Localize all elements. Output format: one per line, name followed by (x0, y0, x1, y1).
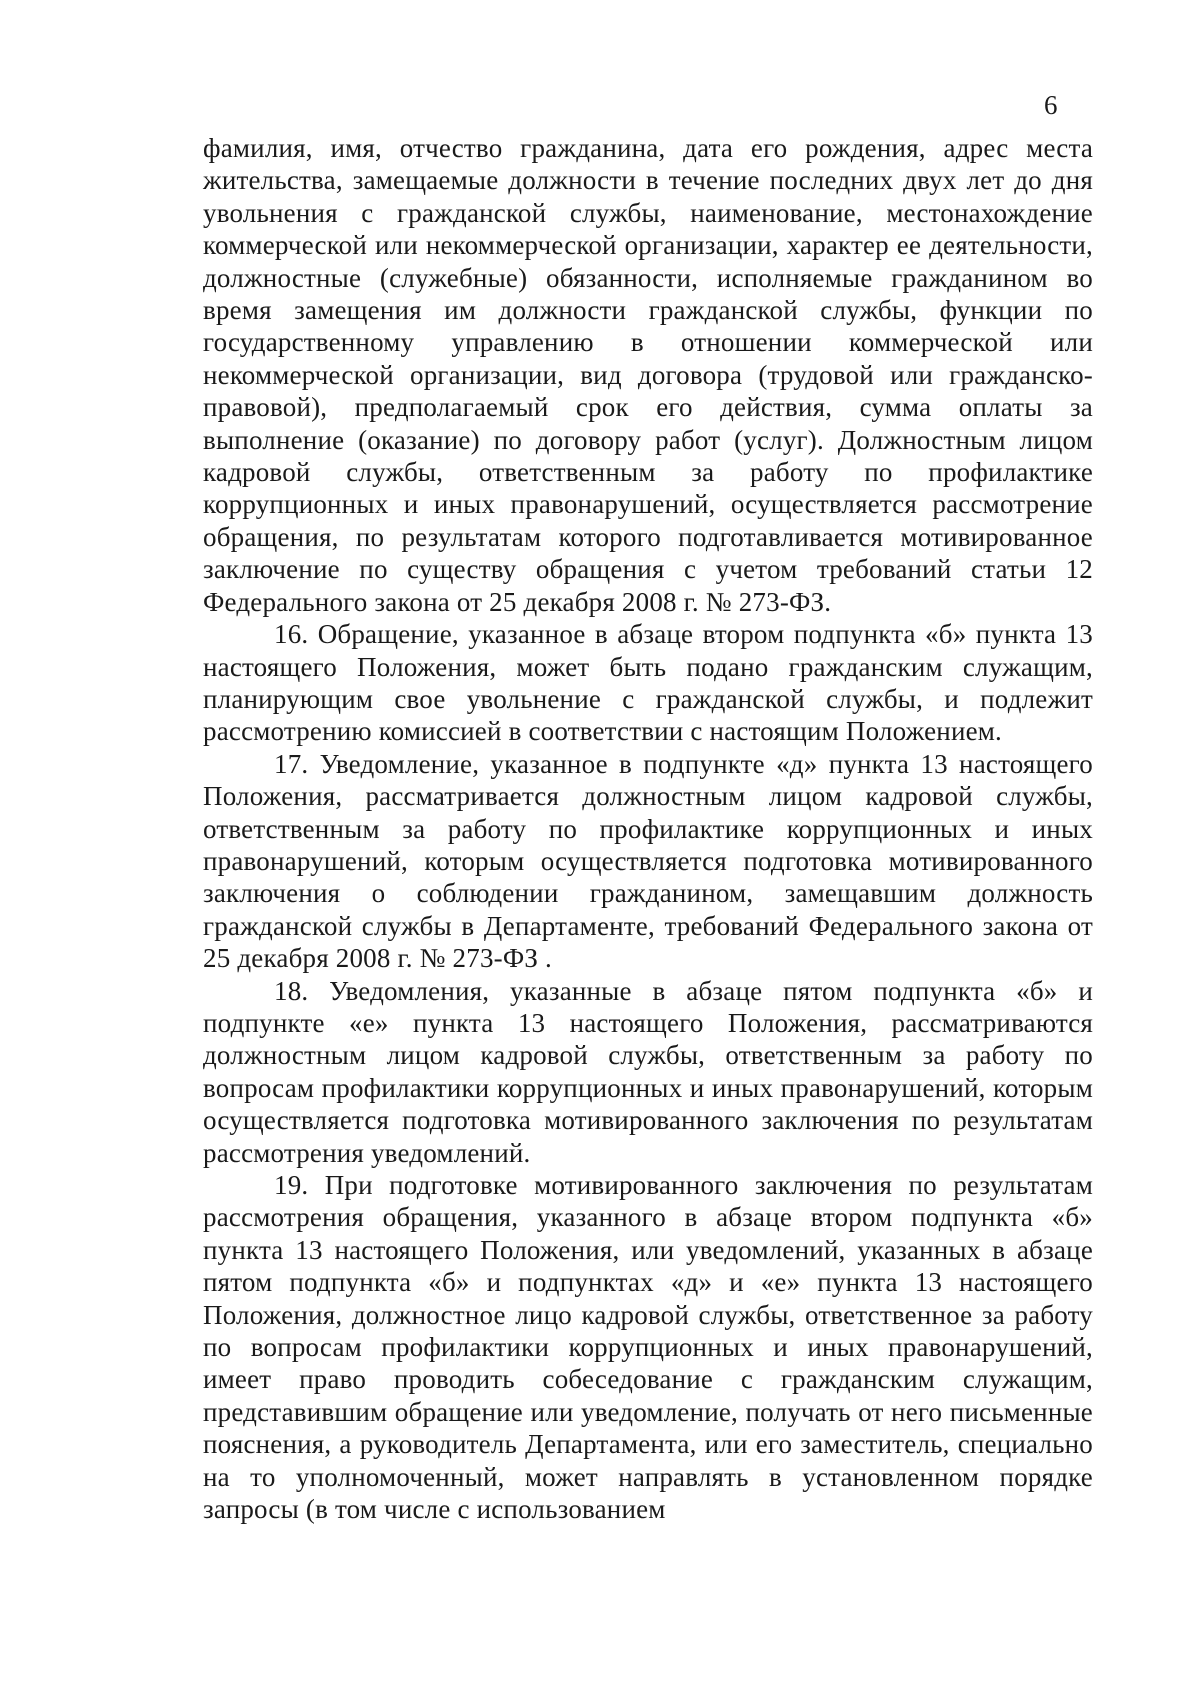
page-number: 6 (1044, 90, 1058, 120)
document-body (203, 132, 1093, 1525)
paragraph-19: 19. При подготовке мотивированного заключения по результатам рассмотрения обращения, указанного в абзаце втором подпункта «б» пункта 13 настоящего Положения, или уведомлений, указанных в абзаце пятом подпункта «б» и подпунктах «д» и «е» пункта 13 настоящего Положения, должностное лицо кадровой службы, ответственное за работу по вопросам профилактики коррупционных и иных правонарушений, имеет право проводить собеседование с гражданским служащим, представившим обращение или уведомление, получать от него письменные пояснения, а руководитель Департамента, или его заместитель, специально на то уполномоченный, может направлять в установленном порядке запросы (в том числе с использованием (203, 1170, 1093, 1525)
paragraph-16: 16. Обращение, указанное в абзаце втором подпункта «б» пункта 13 настоящего Положения, может быть подано гражданским служащим, планирующим свое увольнение с гражданской службы, и подлежит рассмотрению комиссией в соответствии с настоящим Положением. (203, 619, 1093, 747)
paragraph-18: 18. Уведомления, указанные в абзаце пятом подпункта «б» и подпункте «е» пункта 13 настоящего Положения, рассматриваются должностным лицом кадровой службы, ответственным за работу по вопросам профилактики коррупционных и иных правонарушений, которым осуществляется подготовка мотивированного заключения по результатам рассмотрения уведомлений. (203, 975, 1093, 1168)
paragraph-17: 17. Уведомление, указанное в подпункте «д» пункта 13 настоящего Положения, рассматривается должностным лицом кадровой службы, ответственным за работу по профилактике коррупционных и иных правонарушений, которым осуществляется подготовка мотивированного заключения о соблюдении гражданином, замещавшим должность гражданской службы в Департаменте, требований Федерального закона от 25 декабря 2008 г. № 273-ФЗ . (203, 748, 1093, 974)
paragraph-15-continuation: фамилия, имя, отчество гражданина, дата его рождения, адрес места жительства, замещаемые должности в течение последних двух лет до дня увольнения с гражданской службы, наименование, местонахождение коммерческой или некоммерческой организации, характер ее деятельности, должностные (служебные) обязанности, исполняемые гражданином во время замещения им должности гражданской службы, функции по государственному управлению в отношении коммерческой или некоммерческой организации, вид договора (трудовой или гражданско-правовой), предполагаемый срок его действия, сумма оплаты за выполнение (оказание) по договору работ (услуг). Должностным лицом кадровой службы, ответственным за работу по профилактике коррупционных и иных правонарушений, осуществляется рассмотрение обращения, по результатам которого подготавливается мотивированное заключение по существу обращения с учетом требований статьи 12 Федерального закона от 25 декабря 2008 г. № 273-ФЗ. (203, 133, 1093, 617)
